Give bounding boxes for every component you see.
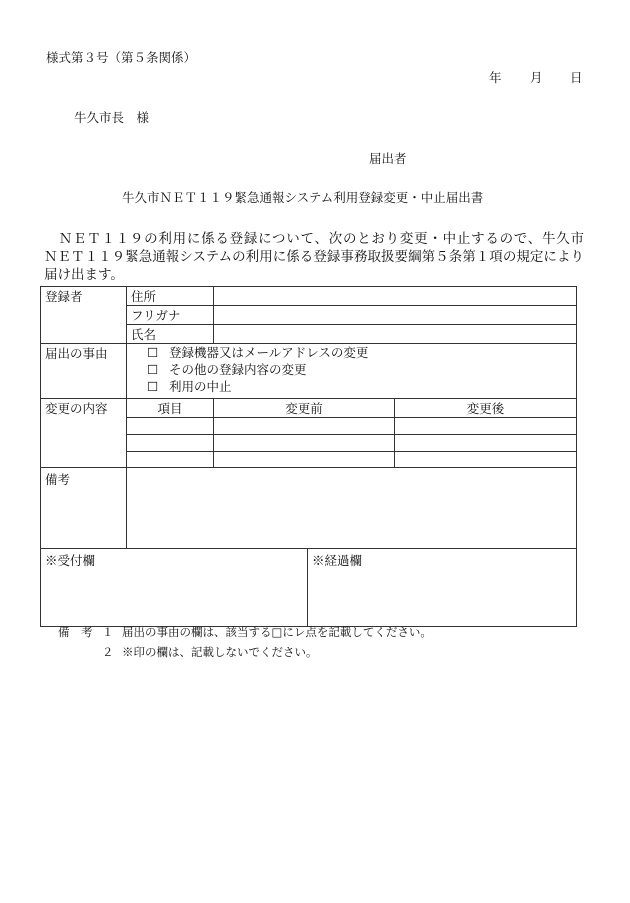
change-before-cell[interactable]	[214, 452, 395, 468]
name-field[interactable]	[214, 325, 577, 344]
registrant-label: 登録者	[41, 287, 127, 344]
form-number: 様式第３号（第５条関係）	[46, 50, 197, 65]
address-row	[41, 287, 577, 306]
office-use-row	[41, 549, 577, 627]
change-item-cell[interactable]	[127, 452, 214, 468]
reception-label: ※受付欄	[45, 553, 96, 568]
note-text: 届出の事由の欄は、該当する□にレ点を記載してください。	[122, 625, 432, 639]
reception-box	[41, 549, 308, 627]
date-day-label: 日	[570, 70, 583, 85]
reason-row	[41, 344, 577, 399]
change-after-cell[interactable]	[395, 435, 577, 452]
progress-label: ※経過欄	[312, 553, 363, 568]
notes-label: 備 考	[58, 625, 93, 639]
reason-option-other-change[interactable]	[147, 361, 572, 378]
note-number: ２	[102, 645, 114, 659]
reason-option-label: 登録機器又はメールアドレスの変更	[169, 345, 369, 360]
document-title: 牛久市ＮＥＴ１１９緊急通報システム利用登録変更・中止届出書	[122, 190, 484, 205]
reason-option-label: その他の登録内容の変更	[169, 362, 307, 377]
intro-paragraph	[44, 230, 584, 284]
change-after-cell[interactable]	[395, 452, 577, 468]
note-item	[58, 622, 432, 642]
furigana-label: フリガナ	[127, 306, 214, 325]
reason-label: 届出の事由	[41, 344, 127, 399]
reason-option-device-change[interactable]	[147, 344, 572, 361]
change-item-cell[interactable]	[127, 418, 214, 435]
intro-line-2: ＮＥＴ１１９緊急通報システムの利用に係る登録事務取扱要綱第５条第１項の規定により	[44, 249, 584, 265]
checkbox-icon[interactable]: ☐	[147, 362, 159, 377]
furigana-field[interactable]	[214, 306, 577, 325]
col-before-header: 変更前	[214, 399, 395, 418]
registration-form-table	[40, 286, 577, 627]
note-number: １	[102, 625, 114, 639]
notes	[58, 622, 432, 662]
change-header-row	[41, 399, 577, 418]
change-before-cell[interactable]	[214, 435, 395, 452]
name-label: 氏名	[127, 325, 214, 344]
change-label: 変更の内容	[41, 399, 127, 468]
col-item-header: 項目	[127, 399, 214, 418]
checkbox-icon[interactable]: ☐	[147, 379, 159, 394]
reason-option-discontinue[interactable]	[147, 378, 572, 395]
change-item-cell[interactable]	[127, 435, 214, 452]
remarks-label: 備考	[41, 468, 127, 549]
change-before-cell[interactable]	[214, 418, 395, 435]
reason-options	[127, 344, 577, 399]
intro-line-1: ＮＥＴ１１９の利用に係る登録について、次のとおり変更・中止するので、牛久市	[58, 231, 584, 247]
date-month-label: 月	[530, 70, 543, 85]
checkbox-icon[interactable]: ☐	[147, 345, 159, 360]
progress-box	[308, 549, 577, 627]
note-item	[58, 642, 432, 662]
addressee: 牛久市長 様	[74, 110, 150, 125]
remarks-field[interactable]	[127, 468, 577, 549]
address-field[interactable]	[214, 287, 577, 306]
intro-line-3: 届け出ます。	[44, 267, 124, 283]
address-label: 住所	[127, 287, 214, 306]
note-text: ※印の欄は、記載しないでください。	[122, 645, 318, 659]
applicant-label: 届出者	[369, 151, 407, 166]
reason-option-label: 利用の中止	[169, 379, 232, 394]
remarks-row	[41, 468, 577, 549]
date-year-label: 年	[489, 70, 502, 85]
col-after-header: 変更後	[395, 399, 577, 418]
change-after-cell[interactable]	[395, 418, 577, 435]
